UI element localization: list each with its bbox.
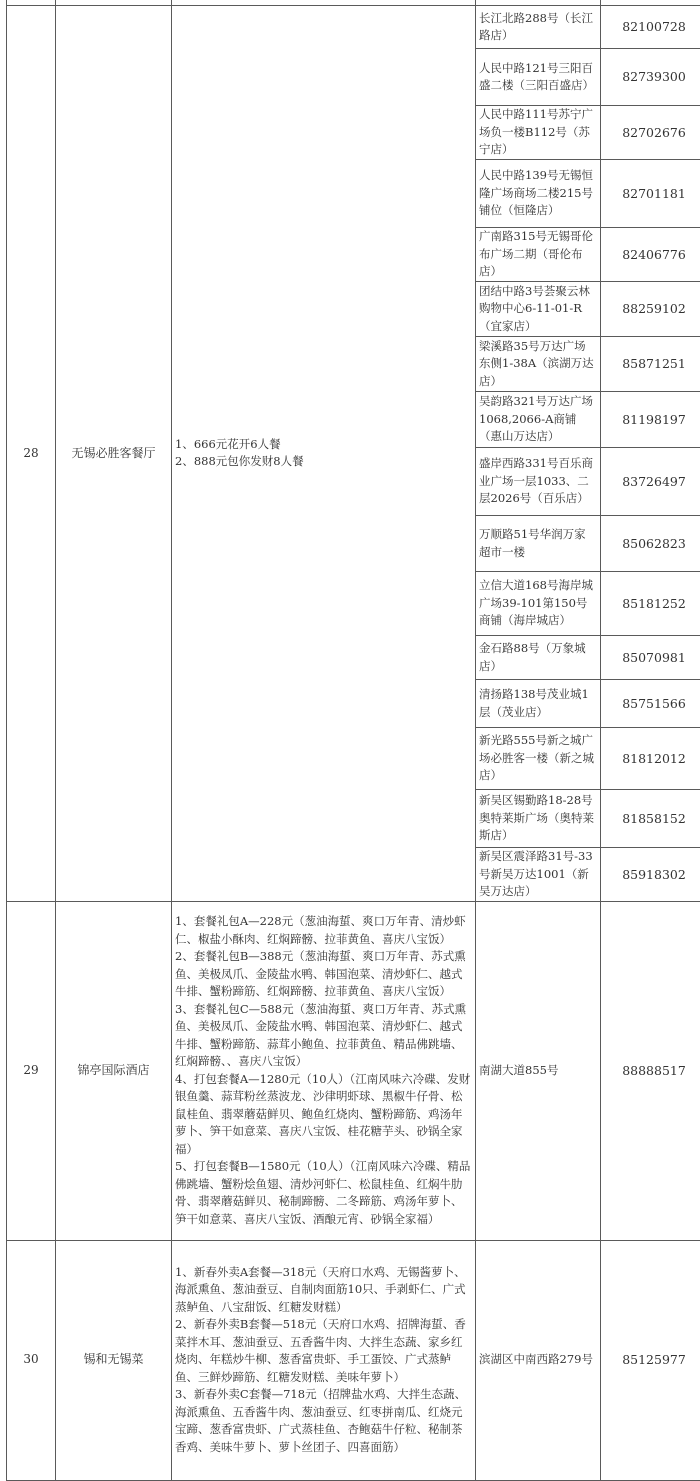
- branch-phone: 85751566: [601, 680, 700, 728]
- menu-item: 2、新春外卖B套餐—518元（天府口水鸡、招牌海蜇、香菜拌木耳、葱油蚕豆、五香酱牛肉、大拌生态蔬、家乡红烧肉、年糕炒牛柳、葱香富贵虾、手工蛋饺、广式蒸鲈鱼、三鲜炒蹄筋、红糖发财糕、美味年萝卜）: [175, 1316, 471, 1386]
- branch-phone: 85181252: [601, 572, 700, 636]
- branch-phone: 83726497: [601, 448, 700, 516]
- menu-item: 4、打包套餐A—1280元（10人）（江南风味六冷碟、发财银鱼羹、蒜茸粉丝蒸波龙、沙律明虾球、黑椒牛仔骨、松鼠桂鱼、翡翠蘑菇鲜贝、鲍鱼红烧肉、蟹粉蹄筋、鸡汤年萝卜、笋干如意菜、喜庆八宝饭、桂花糖芋头、砂锅全家福）: [175, 1071, 471, 1159]
- branch-phone: 82701181: [601, 160, 700, 228]
- branch-address: 广南路315号无锡哥伦布广场二期（哥伦布店）: [476, 228, 601, 282]
- branch-address: 新吴区锡勤路18-28号奥特莱斯广场（奥特莱斯店）: [476, 790, 601, 848]
- menu-item: 3、套餐礼包C—588元（葱油海蜇、爽口万年青、苏式熏鱼、美极凤爪、金陵盐水鸭、韩国泡菜、清炒虾仁、越式牛排、蟹粉蹄筋、蒜茸小鲍鱼、拉菲黄鱼、精品佛跳墙、红焖蹄髈、、喜庆八宝饭）: [175, 1001, 471, 1071]
- branch-phone: 82739300: [601, 49, 700, 106]
- menu-cell: [172, 901, 476, 1240]
- branch-address: 南湖大道855号: [476, 901, 601, 1240]
- branch-address: 金石路88号（万象城店）: [476, 636, 601, 680]
- restaurant-name: 锦亭国际酒店: [56, 901, 172, 1240]
- menu-item: 5、打包套餐B—1580元（10人）（江南风味六冷碟、精品佛跳墙、蟹粉烩鱼翅、清炒河虾仁、松鼠桂鱼、红焖牛肋骨、翡翠蘑菇鲜贝、秘制蹄髈、二冬蹄筋、鸡汤年萝卜、笋干如意菜、喜庆八宝饭、酒酿元宵、砂锅全家福）: [175, 1158, 471, 1228]
- restaurant-list-table: [6, 0, 700, 1481]
- branch-address: 盛岸西路331号百乐商业广场一层1033、二层2026号（百乐店）: [476, 448, 601, 516]
- branch-address: 滨湖区中南西路279号: [476, 1240, 601, 1480]
- table-row-30: [7, 1240, 700, 1480]
- branch-phone: 85871251: [601, 337, 700, 392]
- row-number: 30: [7, 1240, 56, 1480]
- menu-item: 2、套餐礼包B—388元（葱油海蜇、爽口万年青、苏式熏鱼、美极凤爪、金陵盐水鸭、韩国泡菜、清炒虾仁、越式牛排、蟹粉蹄筋、红焖蹄髈、拉菲黄鱼、喜庆八宝饭）: [175, 948, 471, 1001]
- restaurant-name: 锡和无锡菜: [56, 1240, 172, 1480]
- restaurant-name: 无锡必胜客餐厅: [56, 6, 172, 902]
- branch-phone: 88888517: [601, 901, 700, 1240]
- menu-cell: [172, 1240, 476, 1480]
- table-row-28: [7, 6, 700, 49]
- branch-address: 长江北路288号（长江路店）: [476, 6, 601, 49]
- branch-phone: 81198197: [601, 392, 700, 448]
- menu-item: 3、新春外卖C套餐—718元（招牌盐水鸡、大拌生态蔬、海派熏鱼、五香酱牛肉、葱油蚕豆、红枣拼南瓜、红烧元宝蹄、葱香富贵虾、广式蒸桂鱼、杏鲍菇牛仔粒、秘制茶香鸡、美味牛萝卜、萝卜丝团子、四喜面筋）: [175, 1386, 471, 1456]
- row-number: 28: [7, 6, 56, 902]
- menu-item: 1、新春外卖A套餐—318元（天府口水鸡、无锡酱萝卜、海派熏鱼、葱油蚕豆、自制肉面筋10只、手剥虾仁、广式蒸鲈鱼、八宝甜饭、红糖发财糕）: [175, 1264, 471, 1317]
- branch-address: 人民中路121号三阳百盛二楼（三阳百盛店）: [476, 49, 601, 106]
- restaurant-table: [6, 0, 694, 1481]
- branch-address: 梁溪路35号万达广场东侧1-38A（滨湖万达店）: [476, 337, 601, 392]
- branch-phone: 85062823: [601, 516, 700, 572]
- branch-address: 立信大道168号海岸城广场39-101第150号商铺（海岸城店）: [476, 572, 601, 636]
- menu-item: 1、套餐礼包A—228元（葱油海蜇、爽口万年青、清炒虾仁、椒盐小酥肉、红焖蹄髈、拉菲黄鱼、喜庆八宝饭）: [175, 913, 471, 948]
- branch-address: 新光路555号新之城广场必胜客一楼（新之城店）: [476, 728, 601, 790]
- branch-phone: 85070981: [601, 636, 700, 680]
- row-number: 29: [7, 901, 56, 1240]
- branch-address: 人民中路139号无锡恒隆广场商场二楼215号铺位（恒隆店）: [476, 160, 601, 228]
- branch-address: 团结中路3号荟聚云林购物中心6-11-01-R（宜家店）: [476, 282, 601, 337]
- branch-address: 新吴区震泽路31号-33号新吴万达1001（新吴万达店）: [476, 848, 601, 902]
- table-row-29: [7, 901, 700, 1240]
- menu-item: 1、666元花开6人餐: [175, 436, 471, 454]
- branch-phone: 82100728: [601, 6, 700, 49]
- branch-address: 清扬路138号茂业城1层（茂业店）: [476, 680, 601, 728]
- branch-address: 吴韵路321号万达广场1068,2066-A商铺（惠山万达店）: [476, 392, 601, 448]
- branch-phone: 82406776: [601, 228, 700, 282]
- menu-item: 2、888元包你发财8人餐: [175, 453, 471, 471]
- branch-phone: 82702676: [601, 106, 700, 160]
- branch-phone: 81812012: [601, 728, 700, 790]
- branch-address: 人民中路111号苏宁广场负一楼B112号（苏宁店）: [476, 106, 601, 160]
- branch-phone: 81858152: [601, 790, 700, 848]
- branch-phone: 88259102: [601, 282, 700, 337]
- branch-address: 万顺路51号华润万家超市一楼: [476, 516, 601, 572]
- menu-cell: [172, 6, 476, 902]
- branch-phone: 85125977: [601, 1240, 700, 1480]
- branch-phone: 85918302: [601, 848, 700, 902]
